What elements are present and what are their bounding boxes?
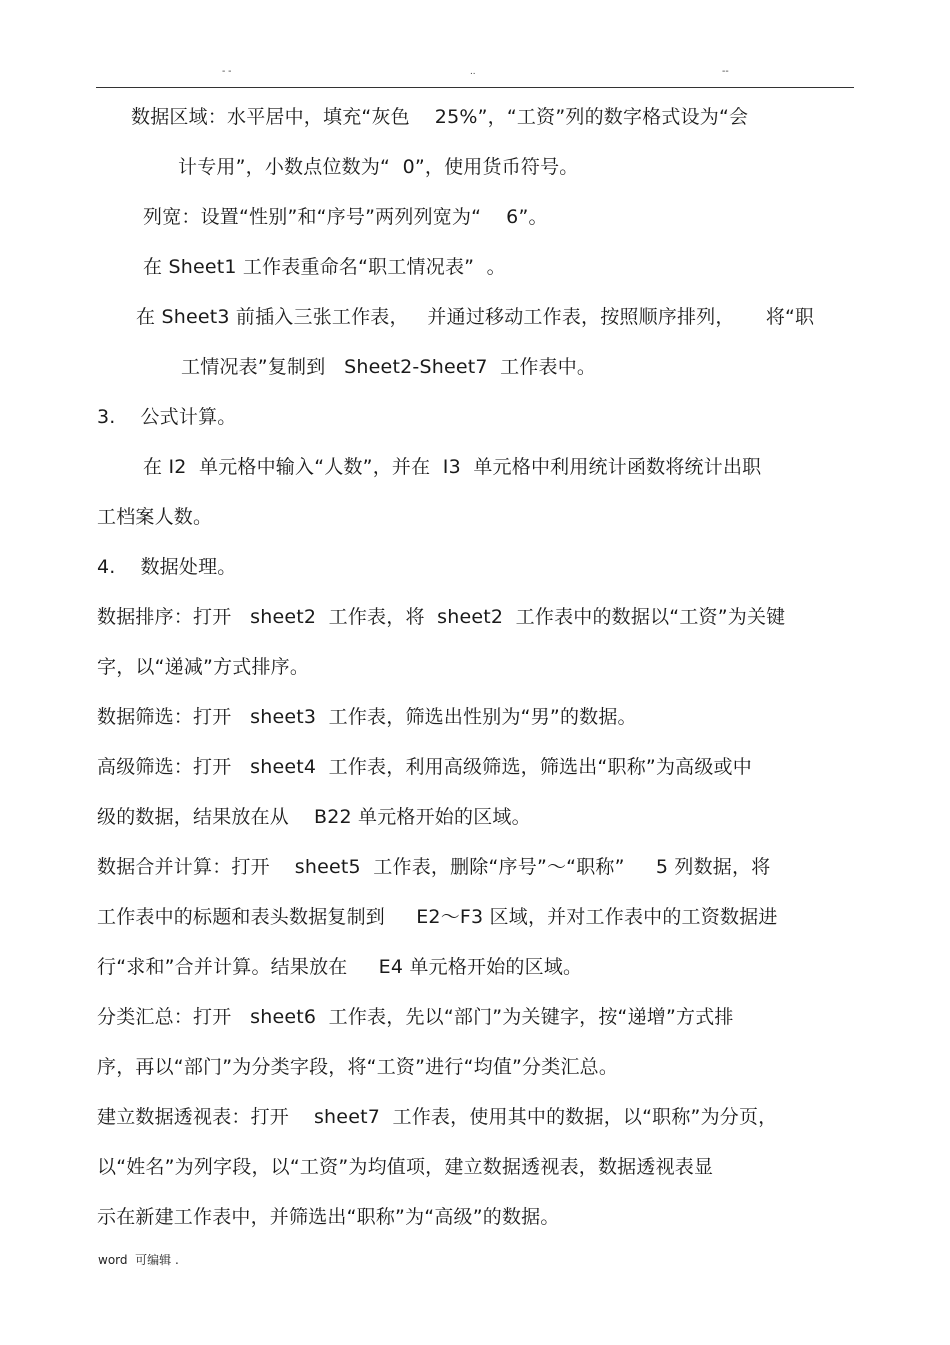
header-left-mark: - - [222, 66, 232, 77]
text-line-14: 高级筛选：打开 sheet4 工作表，利用高级筛选，筛选出“职称”为高级或中 [97, 756, 752, 778]
header-right-mark: -- [722, 66, 729, 77]
text-line-23: 示在新建工作表中，并筛选出“职称”为“高级”的数据。 [97, 1206, 560, 1228]
text-line-3: 列宽：设置“性别”和“序号”两列列宽为“ 6”。 [143, 206, 548, 228]
text-line-6: 工情况表”复制到 Sheet2-Sheet7 工作表中。 [181, 356, 597, 378]
footer-note: word 可编辑 . [98, 1253, 179, 1267]
text-line-21: 建立数据透视表：打开 sheet7 工作表，使用其中的数据，以“职称”为分页， [97, 1106, 778, 1128]
text-line-18: 行“求和”合并计算。结果放在 E4 单元格开始的区域。 [97, 956, 583, 978]
text-line-13: 数据筛选：打开 sheet3 工作表，筛选出性别为“男”的数据。 [97, 706, 637, 728]
section-heading-3: 3. 公式计算。 [97, 406, 237, 428]
text-line-1: 数据区域：水平居中，填充“灰色 25%”，“工资”列的数字格式设为“会 [131, 106, 749, 128]
text-line-19: 分类汇总：打开 sheet6 工作表，先以“部门”为关键字，按“递增”方式排 [97, 1006, 734, 1028]
text-line-15: 级的数据，结果放在从 B22 单元格开始的区域。 [97, 806, 531, 828]
section-heading-4: 4. 数据处理。 [97, 556, 237, 578]
text-line-8: 在 I2 单元格中输入“人数”，并在 I3 单元格中利用统计函数将统计出职 [143, 456, 762, 478]
text-line-16: 数据合并计算：打开 sheet5 工作表，删除“序号”～“职称” 5 列数据，将 [97, 856, 771, 878]
text-line-4: 在 Sheet1 工作表重命名“职工情况表” 。 [143, 256, 506, 278]
text-line-12: 字，以“递减”方式排序。 [97, 656, 310, 678]
header-rule [96, 87, 854, 88]
text-line-22: 以“姓名”为列字段，以“工资”为均值项，建立数据透视表，数据透视表显 [97, 1156, 714, 1178]
text-line-2: 计专用”，小数点位数为“ 0”，使用货币符号。 [178, 156, 579, 178]
text-line-11: 数据排序：打开 sheet2 工作表，将 sheet2 工作表中的数据以“工资”为关键 [97, 606, 786, 628]
text-line-5: 在 Sheet3 前插入三张工作表， 并通过移动工作表，按照顺序排列， 将“职 [136, 306, 815, 328]
text-line-17: 工作表中的标题和表头数据复制到 E2～F3 区域，并对工作表中的工资数据进 [97, 906, 778, 928]
text-line-9: 工档案人数。 [97, 506, 213, 528]
text-line-20: 序，再以“部门”为分类字段，将“工资”进行“均值”分类汇总。 [97, 1056, 619, 1078]
header-center-mark: .. [470, 66, 476, 77]
